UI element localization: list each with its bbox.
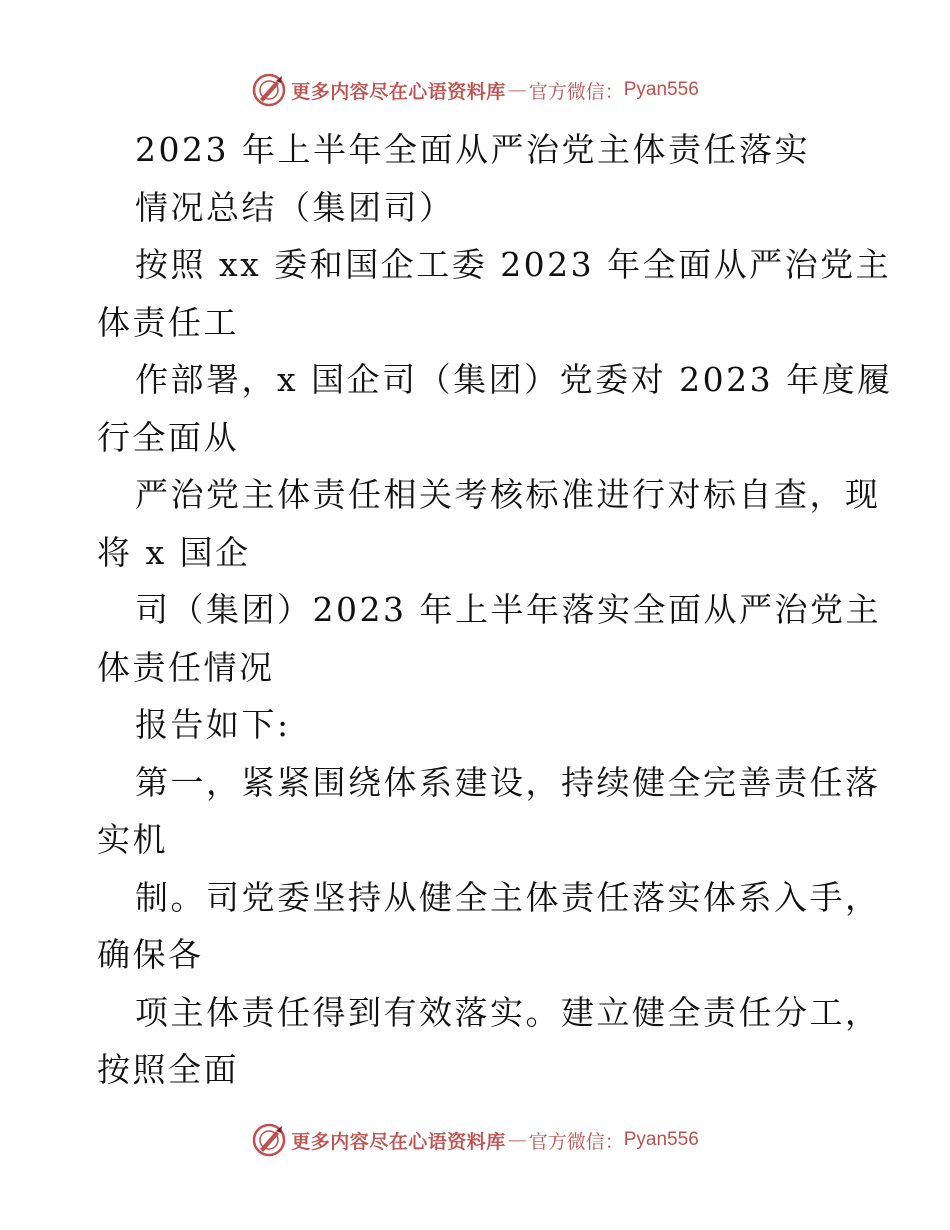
- watermark-main-text: 更多内容尽在心语资料库: [291, 1130, 506, 1153]
- watermark-main-text: 更多内容尽在心语资料库: [291, 80, 506, 103]
- watermark-wechat-label: 官方微信：: [528, 80, 624, 103]
- watermark-separator: —: [507, 1129, 527, 1151]
- document-line: 制。司党委坚持从健全主体责任落实体系入手，: [135, 877, 881, 917]
- document-line: 行全面从: [97, 417, 239, 457]
- header-watermark: [0, 70, 950, 110]
- document-line: 按照全面: [97, 1050, 239, 1089]
- document-line: 严治党主体责任相关考核标准进行对标自查，现: [135, 475, 881, 514]
- document-body: [97, 121, 893, 1099]
- document-line: 实机: [97, 820, 168, 859]
- watermark-wechat-id: Pyan556: [623, 79, 699, 100]
- document-line: 体责任情况: [97, 647, 275, 687]
- document-line: 司（集团）2023 年上半年落实全面从严治党主: [135, 590, 881, 629]
- document-line: 2023 年上半年全面从严治党主体责任落实: [135, 130, 810, 169]
- watermark-wechat-id: Pyan556: [623, 1129, 699, 1150]
- watermark-wechat-label: 官方微信：: [528, 1130, 624, 1153]
- document-line: 作部署，x 国企司（集团）党委对 2023 年度履: [135, 360, 893, 399]
- document-line: 报告如下:: [135, 705, 291, 744]
- document-line: 体责任工: [97, 302, 239, 342]
- document-line: 将 x 国企: [97, 532, 251, 572]
- document-line: 项主体责任得到有效落实。建立健全责任分工，: [135, 992, 881, 1032]
- document-line: 确保各: [97, 935, 204, 974]
- quill-logo-icon: [251, 72, 287, 108]
- watermark-separator: —: [507, 79, 527, 101]
- document-line: 第一，紧紧围绕体系建设，持续健全完善责任落: [135, 762, 881, 802]
- quill-logo-icon: [251, 1122, 287, 1158]
- footer-watermark: [0, 1120, 950, 1160]
- document-line: 按照 xx 委和国企工委 2023 年全面从严治党主: [135, 245, 892, 284]
- document-line: 情况总结（集团司）: [135, 187, 455, 227]
